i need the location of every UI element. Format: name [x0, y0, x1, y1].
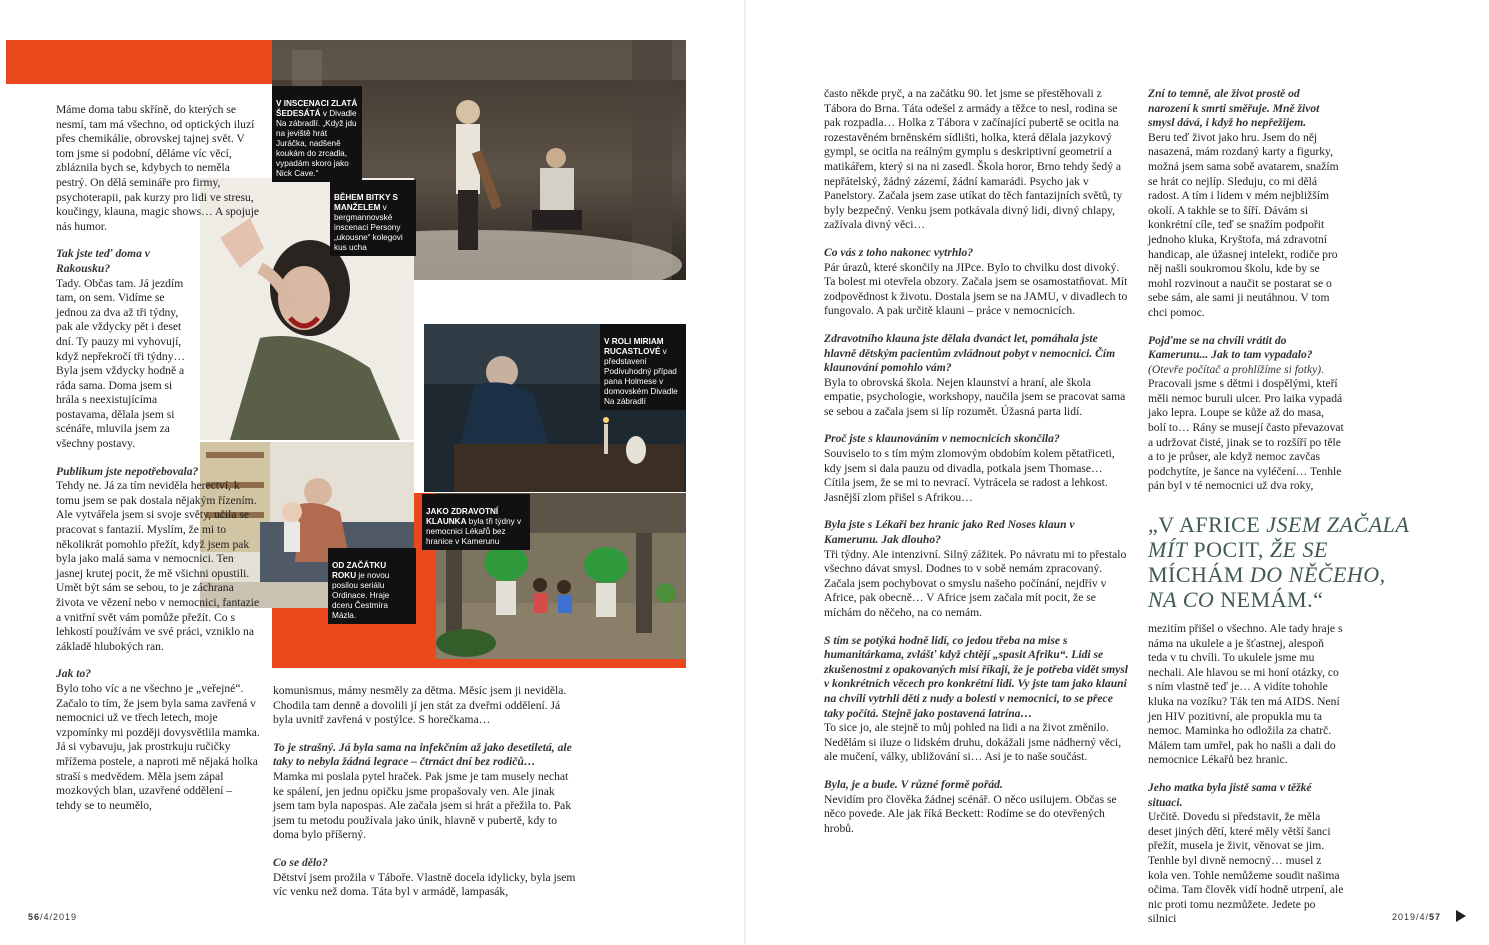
pullquote-part: ŽE SE [1269, 537, 1328, 562]
col3-para [824, 246, 1130, 319]
col2-para [273, 684, 579, 728]
gutter [744, 0, 746, 945]
col2-question: To je strašný. Já byla sama na infekčním až jako desetiletá, ale taky to nebyla žádná legrace – čtrnáct dní bez rodičů… [273, 740, 572, 769]
column-4-top [1148, 87, 1344, 507]
caption-klaunka-text: byla tři týdny v nemocnici Lékařů bez hranice v Kamerunu [426, 517, 522, 546]
col3-question: Byla, je a bude. V různé formě pořád. [824, 777, 1003, 791]
col3-text: Pár úrazů, které skončily na JIPce. Bylo to chvilku dost divoký. Ta bolest mi otevřela obzory. Začala jsem se osamostatňovat. Mít zodpovědnost k životu. Dostala jsem se na JAMU, v divadlech to fungovalo. A pak určitě klauni – práce v nemocnicích. [824, 260, 1128, 318]
pullquote-part: DO NĚČEHO, [1249, 562, 1386, 587]
col1-question: Tak jste teď doma v Rakousku? [56, 247, 150, 275]
col3-text: Tři týdny. Ale intenzivní. Silný zážitek. Po návratu mi to přestalo všechno dávat smysl. Dodnes to v sobě nemám zpracovaný. Začala jsem pochybovat o smyslu našeho počínání, nejdřív v Africe, pak obecně… V Africe jsem začala mít pocit, že se míchám do něčeho, na co nemám. [824, 547, 1127, 619]
col3-question: Byla jste s Lékaři bez hranic jako Red Noses klaun v Kamerunu. Jak dlouho? [824, 518, 1075, 547]
column-2 [273, 684, 579, 913]
caption-ordinace-bold: OD ZAČÁTKU ROKU [332, 561, 387, 580]
col3-para [824, 332, 1130, 420]
col3-para [824, 87, 1130, 233]
col1-para [56, 103, 260, 234]
column-1 [56, 103, 260, 826]
caption-miriam-text: v představení Podivuhodný případ pana Holmese v domovském Divadle Na zábradlí [604, 347, 678, 406]
col3-para [824, 518, 1130, 620]
col3-question: Co vás z toho nakonec vytrhlo? [824, 245, 974, 259]
col2-text: Mamka mi poslala pytel hraček. Pak jsme je tam musely nechat ke spálení, jen jednu opičku jsme propašovaly ven. Ale jinak jsem tam byla napospas. Ale začala jsem si hrát a přežila to. Pak jsem tu metodu používala jako únik, hlavně v pubertě, kdy to doma bylo příšerný. [273, 769, 572, 842]
col1-text: Tady. Občas tam. Já jezdím tam, on sem. Vidíme se jednou za dva až tři týdny, pak ale vždycky pět i deset dní. Ty pauzy mi vyhovují, když nepřekročí tři týdny… Byla jsem vždycky hodně a ráda sama. Doma jsem si hrála s neexistujícíma postavama, dělala jsem si scénáře, mluvila jsem za všechny postavy. [56, 276, 186, 451]
col2-question: Co se dělo? [273, 855, 328, 869]
folio-right [1392, 912, 1441, 922]
caption-bitky-bold: BĚHEM BITKY S MANŽELEM [334, 193, 398, 212]
col3-para [824, 778, 1130, 836]
col1-text: Máme doma tabu skříně, do kterých se nesmí, tam má všechno, od optických iluzí přes chemikálie, obrovskej tajnej svět. V tom jsme si podobní, děláme víc věcí, zbláznila bych se, kdybych to neměla pestrý. On dělá semináře pro firmy, psychoterapii, pak kurzy pro lidi ve stresu, koučingy, klauna, magic shows… A spojuje nás humor. [56, 103, 260, 233]
pullquote-part: NA CO [1148, 587, 1215, 612]
col4-para [1148, 622, 1344, 768]
pullquote-part: JSEM ZAČALA [1266, 512, 1410, 537]
page-number-left: 56 [28, 912, 41, 922]
col4-text: mezitím přišel o všechno. Ale tady hraje s náma na ukulele a je šťastnej, alespoň teda v tu chvíli. To ukulele jsme mu nechali. Ale hlavou se mi honí otázky, co s ním vlastně teď je… A vidíte tohohle kluka na vozíku? Ták ten má AIDS. Není jen HIV pozitivní, ale propukla mu ta nemoc. Maminka ho odložila za chatrč. Málem tam umřel, pak ho našli a dali do nemocnice Lékařů bez hranic. [1148, 622, 1343, 767]
column-4-bottom [1148, 622, 1344, 940]
col3-text: Souviselo to s tím mým zlomovým obdobím kolem pětatřiceti, kdy jsem si dala pauzu od divadla, potkala jsem Thomase… Cítila jsem, že se mi to nevrací. Vytrácela se radost a lehkost. Jasnější zlom přišel s Afrikou… [824, 447, 1115, 504]
col3-question: S tím se potýká hodně lidí, co jedou třeba na mise s humanitárkama, zvlášť když chtějí „spasit Afriku“. Lidi se zkušenostmi z opakovaných misí říkají, že je potřeba vidět smysl v konkrétních věcech pro konkrétní lidi. Vy jste tam jako klauni na chvíli vytrhli děti z nudy a bolesti v nemocnici, to se přece taky počítá. Stejně jako postavená latrína… [824, 633, 1129, 720]
arrow-right-icon[interactable] [1456, 910, 1466, 922]
col4-para [1148, 87, 1344, 321]
col4-text: Beru teď život jako hru. Jsem do něj nasazená, mám rozdaný karty a figurky, možná jsem sama sobě avatarem, snažím se hrát co nejlíp. Sleduju, co mi dělá radost. A tím i lidem v mém nejbližším okolí. A takhle se to šíří. Dávám si konkrétní cíle, teď se snažím podpořit jednoho kluka, Kryštofa, má zdravotní handicap, ale úžasnej intelekt, rodiče pro něj našli soukromou školu, kde by se mohl rozvinout a naučit se postarat se o sebe sám, ale sami ji neutáhnou. V tom chci pomoc. [1148, 130, 1339, 319]
col1-para [56, 247, 196, 451]
col4-question: Jeho matka byla jistě sama v těžké situaci. [1148, 780, 1312, 809]
col2-text: Dětství jsem prožila v Táboře. Vlastně docela idylicky, byla jsem víc venku než doma. Táta byl v armádě, lampasák, [273, 870, 576, 899]
caption-bitky-text: v bergmannovské inscenaci Persony „ukousne“ kolegovi kus ucha [334, 203, 403, 252]
col4-note: (Otevře počítač a prohlížíme si fotky). [1148, 362, 1325, 376]
pullquote-part: „V AFRICE [1148, 512, 1267, 537]
col1-question: Jak to? [56, 667, 92, 681]
col3-text: často někde pryč, a na začátku 90. let jsme se přestěhovali z Tábora do Brna. Táta odešel z armády a těžce to nesl, rodina se pak rozpadla… Holka z Tábora v začínající pubertě se ocitla na rozestavěném brněnském sídlišti, holka, která dělala jazykový gympl, se ocitla na reálným gymplu s deskriptivní geometrií a matikářem, který si na ni zasedl. Škola horor, Brno tehdy šedý a nepřátelský, žádný zázemí, žádní kamarádi. Psycho jak v Panelstory. Začala jsem zase utíkat do těch fantazijních světů, ty byly bezpečný. Venku jsem potkávala divný lidi, divný chlapy, zažívala divný věci… [824, 87, 1123, 232]
caption-klaunka [422, 494, 530, 550]
col2-text: komunismus, mámy nesměly za dětma. Měsíc jsem ji neviděla. Chodila tam denně a dovolili jí jen stát za dveřmi oddělení. Já byla uvnitř zavřená v postýlce. S horečkama… [273, 684, 567, 727]
folio-left [28, 912, 77, 922]
caption-zlata-bold: V INSCENACI ZLATÁ ŠEDESÁTÁ [276, 99, 358, 118]
pullquote-part: MÍT [1148, 537, 1188, 562]
col1-para [56, 465, 260, 655]
caption-persona [330, 180, 416, 256]
column-3 [824, 87, 1130, 849]
col3-text: To sice jo, ale stejně to můj pohled na lidi a na život změnilo. Nedělám si iluze o lidském druhu, dokážali jsme nádherný věci, ale mučení, války, ubližování si… Asi je to naše součást. [824, 721, 1122, 764]
pullquote-part: NEMÁM.“ [1214, 587, 1324, 612]
col4-question: Pojďme se na chvíli vrátit do Kamerunu... Jak to tam vypadalo? [1148, 333, 1313, 362]
pullquote-part: POCIT, [1187, 537, 1270, 562]
caption-klaunka-bold: JAKO ZDRAVOTNÍ KLAUNKA [426, 507, 499, 526]
pull-quote [1148, 512, 1410, 612]
col4-para [1148, 334, 1344, 495]
col3-text: Nevidím pro člověka žádnej scénář. O něco usilujem. Občas se něco povede. Ale jak říká Beckett: Rodíme se do otevřených hrobů. [824, 792, 1117, 835]
col3-para [824, 634, 1130, 765]
col2-para [273, 741, 579, 843]
col1-text: Bylo toho víc a ne všechno je „veřejné“. Začalo to tím, že jsem byla sama zavřená v nemocnici už ve třech letech, moje vzpomínky mi později dovysvětlila mamka. Já si vybavuju, jak prostrkuju ručičky mřížema postele, a naproti mě nějaká holka straší s medvědem. Měla jsem zápal mozkových blan, uzavřené oddělení – tehdy se to neumělo, [56, 681, 260, 812]
folio-left-date: /4/2019 [40, 912, 78, 922]
caption-zlata-sedesata [272, 86, 362, 182]
col1-text: Tehdy ne. Já za tím neviděla herectví, k tomu jsem se pak dostala nějakým řízením. Ale vytvářela jsem si svoje světy, učila se pracovat s fantazií. Myslím, že mi to několikrát pomohlo přežít, když jsem pak byla jako malá sama v nemocnici. Ten jasnej krutej pocit, že mě všichni opustili. Umět být sám se sebou, to je záchrana života ve vězení nebo v nemocnici, fantazie a vnitřní svět vám pomůže přežít. Co s lehkostí používám ve své práci, vzniklo na základě hlubokých ran. [56, 479, 260, 653]
col4-para [1148, 781, 1344, 927]
accent-bar [6, 40, 272, 84]
caption-ordinace [328, 548, 416, 624]
col2-para [273, 856, 579, 900]
caption-miriam-bold: V ROLI MIRIAM RUCASTLOVÉ [604, 337, 664, 356]
col4-question: Zní to temně, ale život prostě od narození k smrti směřuje. Mně život smysl dává, i když ho nepřežijem. [1148, 87, 1320, 130]
page-number-right: 57 [1429, 912, 1442, 922]
col3-question: Zdravotního klauna jste dělala dvanáct let, pomáhala jste hlavně dětským pacientům zvládnout pobyt v nemocnici. Čím klaunování pomohlo vám? [824, 331, 1116, 375]
col3-question: Proč jste s klaunováním v nemocnicích skončila? [824, 432, 1060, 446]
col3-para [824, 432, 1130, 505]
col1-para [56, 667, 260, 813]
pullquote-part: MÍCHÁM [1148, 562, 1250, 587]
col1-question: Publikum jste nepotřebovala? [56, 464, 199, 478]
caption-zlata-text: v Divadle Na zábradlí. „Když jdu na jeviště hrát Juráčka, nadšeně koukám do zrcadla, vypadám skoro jako Nick Cave.“ [276, 109, 357, 178]
col4-text: Pracovali jsme s dětmi i dospělými, kteří měli nemoc buruli ulcer. Pro laika vypadá jako lepra. Loupe se kůže až do masa, bolí to… Rány se musejí často převazovat a udržovat čisté, jinak se to rozšíří po těle a to je průser, ale když nemoc zavčas podchytíte, je šance na vyléčení… Tenhle pán byl v té nemocnici už dva roky, [1148, 377, 1344, 493]
folio-right-date: 2019/4/ [1392, 912, 1430, 922]
col3-text: Byla to obrovská škola. Nejen klaunství a hraní, ale škola empatie, psychologie, workshopy, naučila jsem se pracovat sama se sebou a začala jsem si líp rozumět. Úžasná parta lidí. [824, 375, 1126, 418]
caption-miriam [600, 324, 686, 410]
caption-ordinace-text: je novou posilou seriálu Ordinace. Hraje dceru Čestmíra Mázla. [332, 571, 390, 620]
col4-text: Určitě. Dovedu si představit, že měla deset jiných dětí, které měly větší šanci přežít, musela je živit, věnovat se jim. Tenhle byl divně nemocný… musel z kola ven. Tohle nemůžeme soudit našima očima. Tam člověk vidí hodně utrpení, ale nic proti tomu nezmůžete. Jedete po silnici [1148, 810, 1344, 926]
